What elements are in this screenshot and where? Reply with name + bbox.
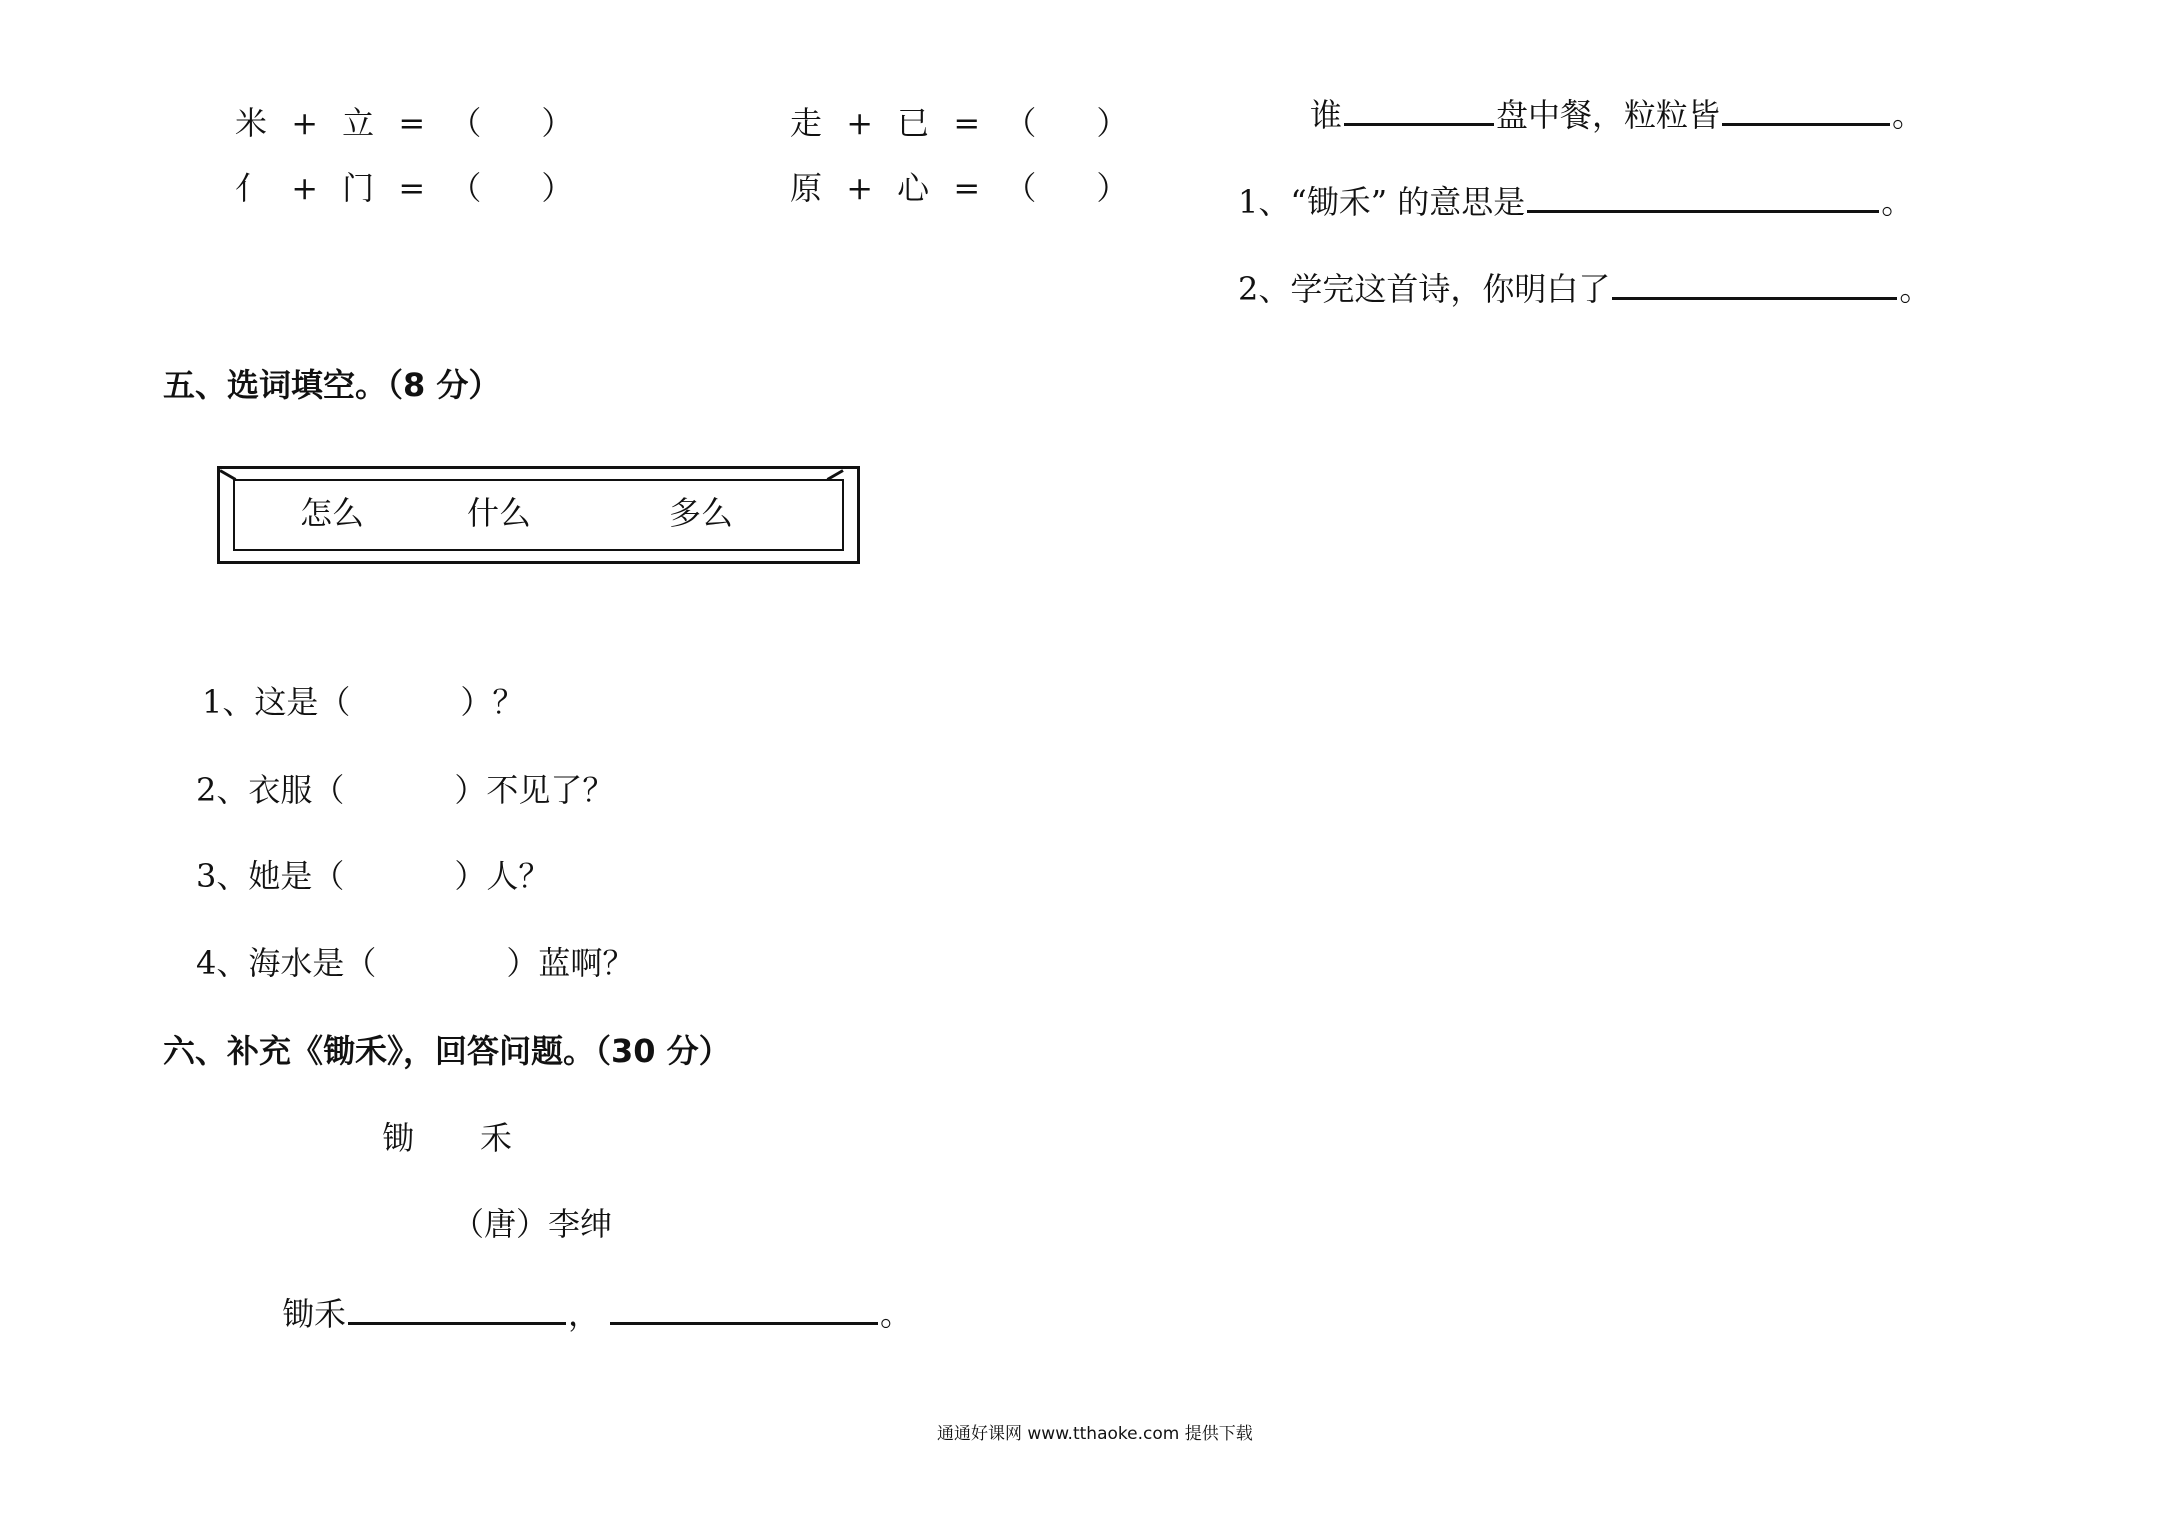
poem-title (382, 1118, 512, 1158)
item-prefix: 1、这是（ (202, 683, 351, 721)
poem-fill-line (282, 1292, 912, 1334)
equals-sign: = (398, 169, 426, 207)
char-a: 原 (790, 169, 823, 207)
item-prefix: 4、海水是（ (196, 944, 377, 982)
poem-comma: ， (568, 1295, 601, 1333)
compose-row1-right (790, 103, 1128, 143)
section-5-item-2 (196, 770, 614, 810)
plus-sign: + (291, 104, 318, 142)
box-corner (219, 469, 236, 481)
question-text: 1、“锄禾” 的意思是 (1238, 183, 1526, 221)
item-prefix: 2、衣服（ (196, 771, 345, 809)
compose-row2-left (235, 168, 573, 208)
close-paren: ） (1096, 104, 1129, 142)
char-b: 已 (897, 104, 930, 142)
equals-sign: = (953, 104, 981, 142)
open-paren: （ (1004, 104, 1037, 142)
plus-sign: + (846, 169, 873, 207)
item-suffix: ）蓝啊？ (506, 944, 635, 982)
char-a: 米 (235, 104, 268, 142)
char-b: 门 (342, 169, 375, 207)
section-6-title: 六、补充《锄禾》，回答问题。（30 分） (163, 1032, 731, 1070)
plus-sign: + (846, 104, 873, 142)
poem-title-char-1: 锄 (382, 1119, 415, 1157)
char-a: 亻 (235, 169, 268, 207)
item-prefix: 3、她是（ (196, 857, 345, 895)
poem-title-char-2: 禾 (480, 1119, 513, 1157)
poem-blank-2[interactable] (1722, 93, 1890, 126)
poem-blank-1[interactable] (1344, 93, 1494, 126)
word-bank-box (217, 466, 860, 564)
poem-line-continued (1310, 93, 1924, 135)
close-paren: ） (541, 169, 574, 207)
section-5-item-1 (202, 682, 524, 722)
item-suffix: ）？ (460, 683, 525, 721)
poem-period: 。 (880, 1295, 913, 1333)
poem-blank-1[interactable] (348, 1292, 566, 1325)
question-period: 。 (1899, 270, 1932, 308)
answer-blank[interactable] (1612, 267, 1897, 300)
char-b: 心 (897, 169, 930, 207)
poem-period: 。 (1892, 96, 1925, 134)
answer-blank[interactable] (1527, 180, 1879, 213)
footer-source: 通通好课网 www.tthaoke.com 提供下载 (937, 1424, 1253, 1444)
word-bank-word-2: 什么 (467, 494, 532, 532)
poem-question-1 (1238, 180, 1913, 222)
question-text: 2、学完这首诗，你明白了 (1238, 270, 1611, 308)
item-suffix: ）不见了？ (454, 771, 615, 809)
open-paren: （ (1004, 169, 1037, 207)
compose-row1-left (235, 103, 573, 143)
section-5-item-4 (196, 943, 634, 983)
word-bank-word-3: 多么 (669, 494, 734, 532)
char-b: 立 (342, 104, 375, 142)
word-bank-word-1: 怎么 (300, 494, 365, 532)
item-suffix: ）人？ (454, 857, 551, 895)
close-paren: ） (541, 104, 574, 142)
compose-row2-right (790, 168, 1128, 208)
char-a: 走 (790, 104, 823, 142)
poem-blank-2[interactable] (610, 1292, 878, 1325)
close-paren: ） (1096, 169, 1129, 207)
poem-text-a: 谁 (1310, 96, 1343, 134)
section-5-title: 五、选词填空。（8 分） (163, 366, 501, 404)
poem-text-b: 盘中餐，粒粒皆 (1496, 96, 1721, 134)
poem-line-start: 锄禾 (282, 1295, 347, 1333)
section-5-item-3 (196, 856, 550, 896)
open-paren: （ (449, 169, 482, 207)
equals-sign: = (953, 169, 981, 207)
plus-sign: + (291, 169, 318, 207)
poem-author: （唐）李绅 (452, 1205, 613, 1243)
equals-sign: = (398, 104, 426, 142)
question-period: 。 (1881, 183, 1914, 221)
open-paren: （ (449, 104, 482, 142)
poem-question-2 (1238, 267, 1931, 309)
